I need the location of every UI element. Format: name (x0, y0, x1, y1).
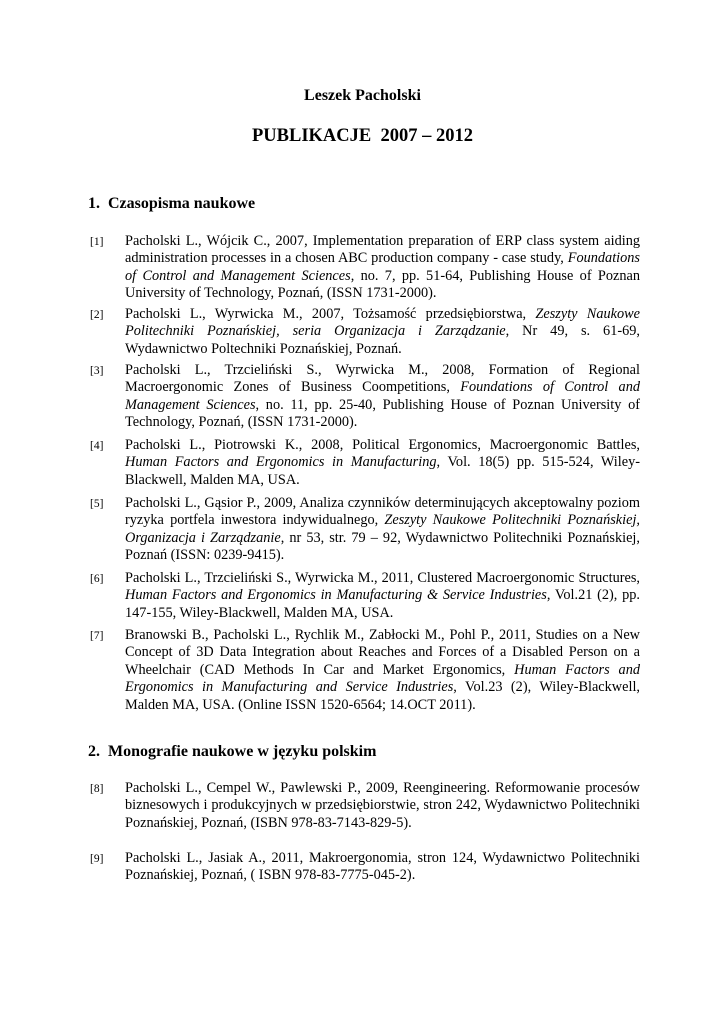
entry-text (125, 495, 640, 565)
citation-segment: , nr 53, str. 79 – 92, Wydawnictwo Politechniki Poznańskiej, Poznań (ISSN: 0239-9415). (125, 529, 640, 564)
entry-text (125, 437, 640, 489)
citation-segment: , Vol.21 (2), pp. 147-155, Wiley-Blackwell, Malden MA, USA. (125, 587, 640, 621)
citation-segment: , Nr 49, s. 61-69, Wydawnictwo Poltechniki Poznańskiej, Poznań. (125, 323, 640, 357)
citation-italic-segment: Human Factors and Ergonomics in Manufacturing and Service Industries (125, 661, 641, 696)
entry-text (125, 627, 640, 714)
entry-text (125, 362, 640, 432)
section-heading-monographs: 2. Monografie naukowe w języku polskim (88, 743, 377, 760)
citation-segment: Branowski B., Pacholski L., Rychlik M., Zabłocki M., Pohl P., 2011, Studies on a New Concept of 3D Data Integration about Reaches and Forces of a Disabled Person on a Wheelchair (CAD Methods In Car and Market Ergonomics, (125, 627, 640, 678)
page-title: PUBLIKACJE 2007 – 2012 (252, 126, 473, 146)
citation-italic-segment: Foundations of Control and Management Sciences (125, 379, 641, 413)
citation-segment: Pacholski L., Cempel W., Pawlewski P., 2009, Reengineering. Reformowanie procesów biznesowych i produkcyjnych w przedsiębiorstwie, stron 242, Wydawnictwo Politechniki Poznańskiej, Poznań, (ISBN 978-83-7143-829-5). (125, 780, 640, 831)
section-heading-journals: 1. Czasopisma naukowe (88, 195, 256, 212)
citation-segment: Pacholski L., Wójcik C., 2007, Implementation preparation of ERP class system aiding administration processes in a chosen ABC production company - case study, (125, 233, 640, 267)
citation-segment: Pacholski L., Wyrwicka M., 2007, Tożsamość przedsiębiorstwa, (125, 306, 536, 322)
entry-number: [9] (90, 853, 104, 865)
entry-number: [6] (90, 573, 104, 585)
entry-number: [7] (90, 630, 104, 642)
citation-segment: , no. 11, pp. 25-40, Publishing House of Poznan University of Technology, Poznań, (ISSN 1731-2000). (125, 396, 640, 431)
citation-segment: Pacholski L., Trzcieliński S., Wyrwicka M., 2008, Formation of Regional Macroergonomic Zones of Business Coompetitions, (125, 362, 640, 396)
entry-number: [8] (90, 783, 104, 795)
author-name: Leszek Pacholski (304, 87, 421, 104)
entry-text (125, 233, 640, 303)
citation-italic-segment: Human Factors and Ergonomics in Manufacturing & Service Industries (125, 587, 547, 604)
entry-number: [5] (90, 498, 104, 510)
entry-number: [2] (90, 309, 104, 321)
entry-number: [1] (90, 236, 104, 248)
entry-text (125, 780, 640, 832)
entry-text (125, 306, 640, 358)
citation-segment: Pacholski L., Jasiak A., 2011, Makroergonomia, stron 124, Wydawnictwo Politechniki Poznańskiej, Poznań, ( ISBN 978-83-7775-045-2). (125, 850, 640, 884)
entry-text (125, 570, 640, 622)
citation-italic-segment: Foundations of Control and Management Sciences (125, 250, 640, 284)
citation-segment: , no. 7, pp. 51-64, Publishing House of Poznan University of Technology, Poznań, (ISSN 1731-2000). (125, 267, 640, 302)
citation-italic-segment: Zeszyty Naukowe Politechniki Poznańskiej, Organizacja i Zarządzanie (125, 512, 640, 546)
entry-text (125, 850, 640, 885)
citation-italic-segment: Zeszyty Naukowe Politechniki Poznańskiej, seria Organizacja i Zarządzanie (125, 306, 641, 340)
citation-segment: Pacholski L., Gąsior P., 2009, Analiza czynników determinujących akceptowalny poziom ryzyka portfela inwestora indywidualnego, (125, 495, 640, 529)
entry-number: [4] (90, 440, 104, 452)
citation-segment: Pacholski L., Piotrowski K., 2008, Political Ergonomics, Macroergonomic Battles, (125, 437, 640, 453)
citation-italic-segment: Human Factors and Ergonomics in Manufacturing (125, 454, 437, 471)
citation-segment: , Vol.23 (2), Wiley-Blackwell, Malden MA, USA. (Online ISSN 1520-6564; 14.OCT 2011). (125, 679, 640, 713)
entry-number: [3] (90, 365, 104, 377)
citation-segment: Pacholski L., Trzcieliński S., Wyrwicka M., 2011, Clustered Macroergonomic Structures, (125, 570, 640, 586)
citation-segment: , Vol. 18(5) pp. 515-524, Wiley-Blackwell, Malden MA, USA. (125, 454, 640, 488)
